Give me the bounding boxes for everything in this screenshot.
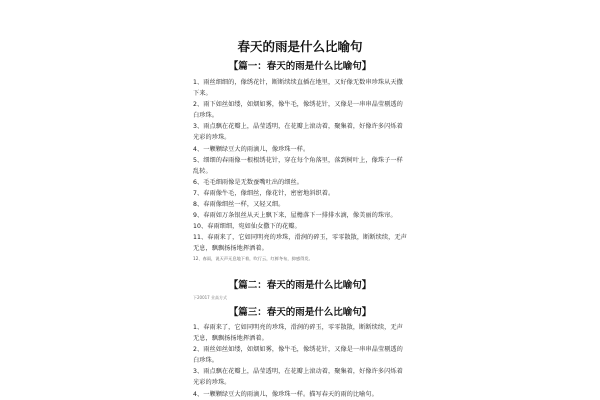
- list-item: 1、雨丝细细的，像绣花针，断断续续直插在地里，又好像无数串珍珠从天撒下来。: [193, 79, 403, 98]
- section-heading-3: 【篇三：春天的雨是什么比喻句】: [228, 307, 372, 318]
- list-item: 3、雨点飘在花瓣上，晶莹透明，在花瓣上滚动着，聚集着，好像许多闪烁着光彩的珍珠。: [193, 368, 403, 387]
- list-item: 5、细细的春雨像一根根绣花针，穿在每个角落里，落到树叶上，像珠子一样乱转。: [193, 156, 403, 175]
- list-item: 4、一颗颗绿豆大的雨滴儿，像珍珠一样。描写春天的雨的比喻句。: [193, 390, 378, 398]
- list-item: 2、雨丝如丝如缕，如烟如雾，像牛毛，像绣花针，又像是一串串晶莹剔透的白珍珠。: [193, 346, 403, 365]
- section-heading-1: 【篇一：春天的雨是什么比喻句】: [228, 61, 372, 72]
- list-item-note: 12、春雨，说天声无息地下着，吹行云，红鲜冬布，抑感得发。: [193, 255, 313, 261]
- list-item: 9、春雨如万条银丝从天上飘下来，屋檐落下一排排水滴，像美丽的珠帘。: [193, 212, 397, 220]
- list-item: 3、雨点飘在花瓣上，晶莹透明，在花瓣上滚动着，聚集着，好像许多闪烁着光彩的珍珠。: [193, 123, 403, 142]
- list-section-3: [193, 322, 407, 400]
- small-caption: 下20017 业高方式: [193, 295, 227, 300]
- list-section-1: [193, 77, 407, 263]
- list-item: 7、春雨像牛毛，像细丝，像花针，密密地斜织着。: [193, 189, 335, 197]
- section-heading-2: 【篇二：春天的雨是什么比喻句】: [228, 280, 372, 291]
- list-item: 2、雨下如丝如缕，如烟如雾，像牛毛，像绣花针，又像是一串串晶莹剔透的白珍珠。: [193, 101, 403, 120]
- list-item: 6、毛毛细雨像是无数蚕嘴吐出的细丝。: [193, 178, 304, 186]
- list-item: 8、春雨像细丝一样，又轻又细。: [193, 201, 285, 209]
- list-item: 4、一颗颗绿豆大的雨滴儿，像珍珠一样。: [193, 145, 310, 153]
- list-item: 11、春雨来了，它如同明亮的珍珠，滑润的碎玉，零零散散，断断续续，无声无息，飘飘扬扬地挥洒着。: [193, 234, 407, 253]
- page-title: 春天的雨是什么比喻句: [237, 39, 363, 54]
- list-item: 10、春雨细细，宛如仙女撒下的花瓣。: [193, 223, 301, 231]
- list-item: 1、春雨来了，它如同明亮的珍珠，滑润的碎玉，零零散散，断断续续，无声无息，飘飘扬扬地挥洒着。: [193, 324, 403, 343]
